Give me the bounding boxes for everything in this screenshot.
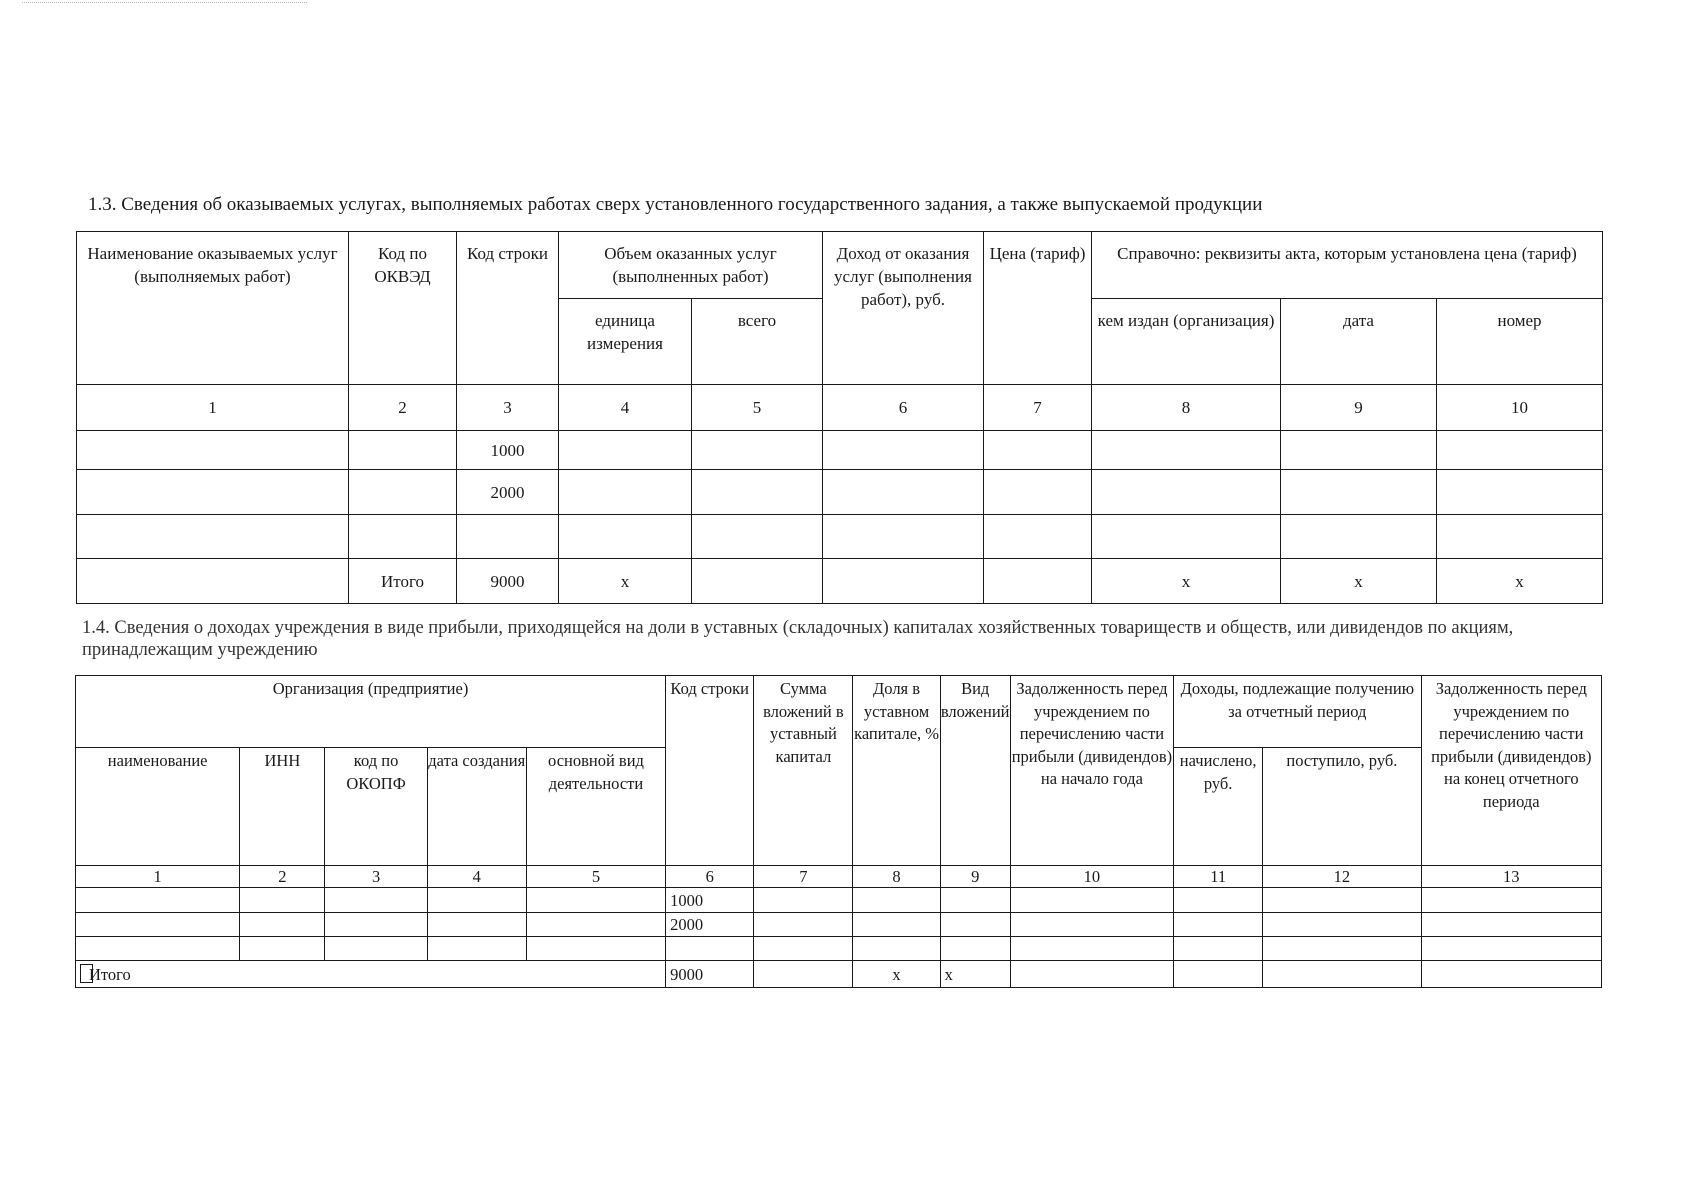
header-row-code: Код строки [457,232,559,385]
cell-debt-start [1010,937,1173,961]
total-row [76,961,1602,988]
cell-total [692,470,823,515]
total-row-code: 9000 [457,559,559,604]
cell-date [1281,515,1437,559]
cell-total [692,431,823,470]
column-number: 11 [1174,866,1263,888]
header-created: дата создания [427,748,526,866]
cell-number [1437,470,1603,515]
cell-number: х [1437,559,1603,604]
cell-activity [526,888,665,913]
cell-okopf [325,937,427,961]
cell-created [427,888,526,913]
cell-service-name [77,559,349,604]
cell-investment [754,888,853,913]
header-total: всего [692,299,823,385]
column-number: 5 [526,866,665,888]
header-okopf: код по ОКОПФ [325,748,427,866]
cell-debt-end [1421,937,1601,961]
cell-date [1281,431,1437,470]
cell-total [692,559,823,604]
column-number: 3 [457,385,559,431]
cell-row-code [457,515,559,559]
cell-issuer [1092,515,1281,559]
column-number: 2 [349,385,457,431]
total-row-code: 9000 [666,961,754,988]
column-number: 9 [1281,385,1437,431]
header-debt-start: Задолженность перед учреждением по перечислению части прибыли (дивидендов) на начало года [1010,676,1173,866]
header-volume: Объем оказанных услуг (выполненных работ) [559,232,823,299]
cell-accrued [1174,913,1263,937]
cell-share [853,937,940,961]
cell-share [853,888,940,913]
cell-inn [240,937,325,961]
cell-unit [559,470,692,515]
cell-share [853,913,940,937]
cell-issuer [1092,470,1281,515]
column-number: 8 [1092,385,1281,431]
cell-service-name [77,431,349,470]
header-investment: Сумма вложений в уставный капитал [754,676,853,866]
column-number: 2 [240,866,325,888]
total-debt-end [1421,961,1601,988]
cell-date: х [1281,559,1437,604]
cell-accrued [1174,888,1263,913]
header-unit: единица измерения [559,299,692,385]
column-number: 10 [1437,385,1603,431]
cell-debt-end [1421,913,1601,937]
cell-name [76,937,240,961]
cell-service-name [77,515,349,559]
total-investment-type: х [940,961,1010,988]
header-investment-type: Вид вложений [940,676,1010,866]
total-debt-start [1010,961,1173,988]
header-accrued: начислено, руб. [1174,748,1263,866]
section-14-title: 1.4. Сведения о доходах учреждения в виде прибыли, приходящейся на доли в уставных (складочных) капиталах хозяйственных товариществ и обществ, или дивидендов по акциям, принадлежащим учреждению [82,618,1514,660]
total-accrued [1174,961,1263,988]
header-row-code: Код строки [666,676,754,866]
column-number: 13 [1421,866,1601,888]
cell-okved [349,470,457,515]
column-number: 1 [77,385,349,431]
table-row [76,888,1602,913]
cell-okopf [325,913,427,937]
header-service-name: Наименование оказываемых услуг (выполняемых работ) [77,232,349,385]
dividends-table [75,675,1602,988]
cell-created [427,913,526,937]
cell-unit [559,515,692,559]
cell-price [984,515,1092,559]
header-okved: Код по ОКВЭД [349,232,457,385]
table-row [76,937,1602,961]
cell-row-code [666,937,754,961]
column-number: 6 [823,385,984,431]
header-date: дата [1281,299,1437,385]
column-number-row [76,866,1602,888]
cell-okopf [325,888,427,913]
cell-unit: х [559,559,692,604]
cell-activity [526,913,665,937]
total-share: х [853,961,940,988]
header-number: номер [1437,299,1603,385]
column-number: 12 [1263,866,1421,888]
column-number: 5 [692,385,823,431]
cell-unit [559,431,692,470]
column-number: 4 [427,866,526,888]
cell-number [1437,431,1603,470]
cell-row-code: 2000 [666,913,754,937]
cell-income [823,515,984,559]
cell-inn [240,913,325,937]
total-label: Итого [349,559,457,604]
cell-debt-start [1010,913,1173,937]
header-name: наименование [76,748,240,866]
total-label: Итого [89,964,131,984]
header-income-due: Доходы, подлежащие получению за отчетный период [1174,676,1421,748]
column-number: 7 [754,866,853,888]
cell-income [823,470,984,515]
cell-name [76,888,240,913]
section-13-title: 1.3. Сведения об оказываемых услугах, выполняемых работах сверх установленного государственного задания, а также выпускаемой продукции [88,194,1263,215]
cell-received [1263,913,1421,937]
header-share: Доля в уставном капитале, % [853,676,940,866]
cell-service-name [77,470,349,515]
cell-issuer: х [1092,559,1281,604]
header-row [76,676,1602,748]
total-label-cell [76,961,666,988]
total-row [77,559,1603,604]
header-debt-end: Задолженность перед учреждением по перечислению части прибыли (дивидендов) на конец отчетного периода [1421,676,1601,866]
cell-total [692,515,823,559]
total-investment [754,961,853,988]
cell-income [823,559,984,604]
cell-activity [526,937,665,961]
cell-inn [240,888,325,913]
cell-row-code: 1000 [457,431,559,470]
header-income: Доход от оказания услуг (выполнения работ), руб. [823,232,984,385]
cell-row-code: 2000 [457,470,559,515]
header-inn: ИНН [240,748,325,866]
column-number: 3 [325,866,427,888]
cell-debt-end [1421,888,1601,913]
cell-number [1437,515,1603,559]
cell-debt-start [1010,888,1173,913]
column-number-row [77,385,1603,431]
table-row [77,431,1603,470]
total-received [1263,961,1421,988]
column-number: 7 [984,385,1092,431]
cell-issuer [1092,431,1281,470]
cell-investment-type [940,913,1010,937]
cell-name [76,913,240,937]
cell-accrued [1174,937,1263,961]
cell-price [984,559,1092,604]
cell-investment-type [940,937,1010,961]
cell-price [984,431,1092,470]
header-organization: Организация (предприятие) [76,676,666,748]
cell-okved [349,515,457,559]
cell-investment-type [940,888,1010,913]
table-row [77,470,1603,515]
column-number: 9 [940,866,1010,888]
table-row [76,913,1602,937]
cell-received [1263,888,1421,913]
header-price: Цена (тариф) [984,232,1092,385]
column-number: 4 [559,385,692,431]
header-reference: Справочно: реквизиты акта, которым установлена цена (тариф) [1092,232,1603,299]
services-table [76,231,1603,604]
cell-created [427,937,526,961]
column-number: 8 [853,866,940,888]
header-activity: основной вид деятельности [526,748,665,866]
cell-okved [349,431,457,470]
scan-artifact [22,2,307,6]
cell-received [1263,937,1421,961]
cell-price [984,470,1092,515]
cell-income [823,431,984,470]
cell-row-code: 1000 [666,888,754,913]
cell-date [1281,470,1437,515]
header-row [77,232,1603,299]
cell-investment [754,937,853,961]
column-number: 6 [666,866,754,888]
header-issuer: кем издан (организация) [1092,299,1281,385]
column-number: 10 [1010,866,1173,888]
table-row [77,515,1603,559]
header-received: поступило, руб. [1263,748,1421,866]
column-number: 1 [76,866,240,888]
cell-investment [754,913,853,937]
